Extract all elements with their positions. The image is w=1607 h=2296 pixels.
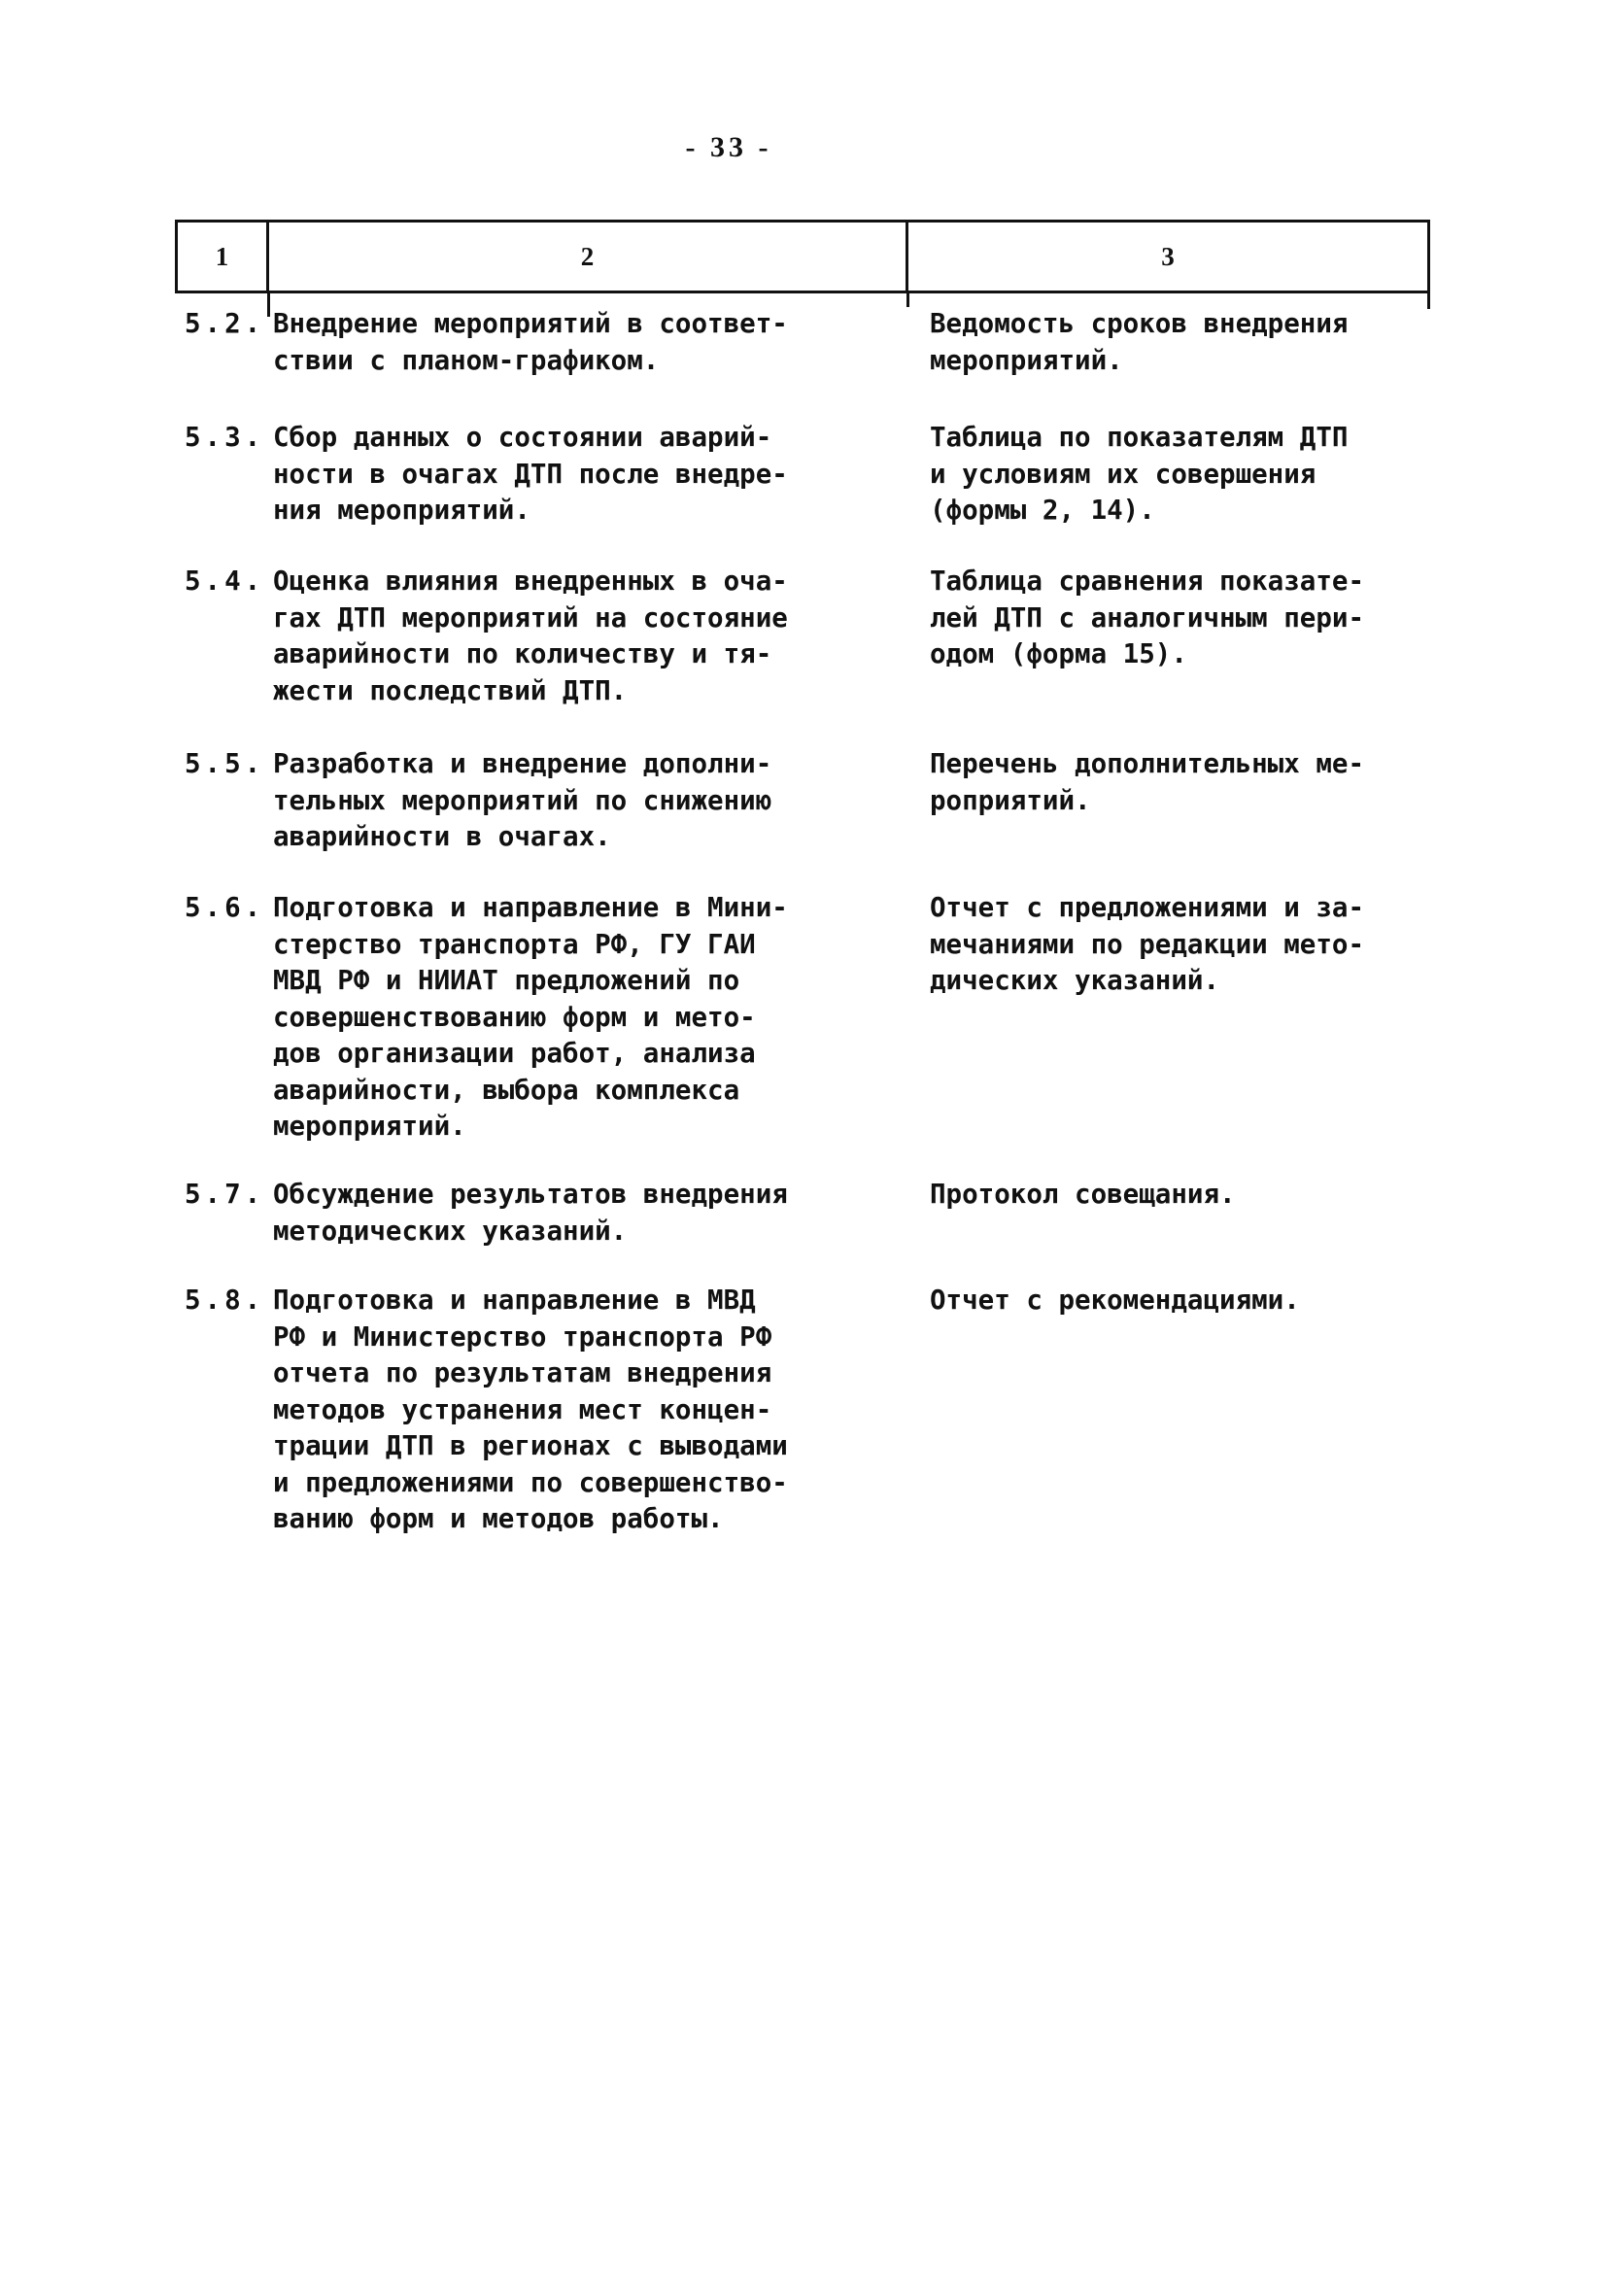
row-task: Обсуждение результатов внедрения методических указаний.	[273, 1179, 788, 1247]
header-col-3: 3	[1161, 241, 1175, 271]
row-result: Таблица сравнения показате- лей ДТП с аналогичным пери- одом (форма 15).	[930, 565, 1365, 669]
row-result: Отчет с предложениями и за- мечаниями по редакции мето- дических указаний.	[930, 892, 1365, 996]
row-result: Протокол совещания.	[930, 1179, 1236, 1210]
row-number: 5.8.	[185, 1285, 265, 1316]
row-result: Перечень дополнительных ме- роприятий.	[930, 748, 1365, 816]
row-result: Отчет с рекомендациями.	[930, 1285, 1300, 1316]
row-task: Оценка влияния внедренных в оча- гах ДТП мероприятий на состояние аварийности по количеству и тя- жести последствий ДТП.	[273, 565, 788, 706]
header-col-1: 1	[178, 223, 269, 291]
row-task: Подготовка и направление в Мини- стерство транспорта РФ, ГУ ГАИ МВД РФ и НИИАТ предложений по совершенствованию форм и мето- дов организации работ, анализа аварийности, выбора комплекса мероприятий.	[273, 892, 788, 1142]
row-number: 5.3.	[185, 422, 265, 453]
row-number: 5.4.	[185, 565, 265, 597]
table-header	[175, 220, 1430, 293]
row-number: 5.5.	[185, 748, 265, 779]
page-number: - 33 -	[685, 131, 772, 163]
row-task: Разработка и внедрение дополни- тельных мероприятий по снижению аварийности в очагах.	[273, 748, 772, 852]
row-number: 5.6.	[185, 892, 265, 923]
row-task: Сбор данных о состоянии аварий- ности в очагах ДТП после внедре- ния мероприятий.	[273, 422, 788, 526]
row-result: Ведомость сроков внедрения мероприятий.	[930, 308, 1349, 376]
header-col-2: 2	[269, 223, 908, 291]
column-divider-tick-right	[906, 291, 909, 307]
row-result: Таблица по показателям ДТП и условиям их совершения (формы 2, 14).	[930, 422, 1349, 526]
row-task: Внедрение мероприятий в соответ- ствии с планом-графиком.	[273, 308, 788, 376]
row-number: 5.2.	[185, 308, 265, 339]
row-task: Подготовка и направление в МВД РФ и Министерство транспорта РФ отчета по результатам внедрения методов устранения мест концен- трации ДТП в регионах с выводами и предложениями по совершенство- ванию форм и методов работы.	[273, 1285, 788, 1534]
row-number: 5.7.	[185, 1179, 265, 1210]
